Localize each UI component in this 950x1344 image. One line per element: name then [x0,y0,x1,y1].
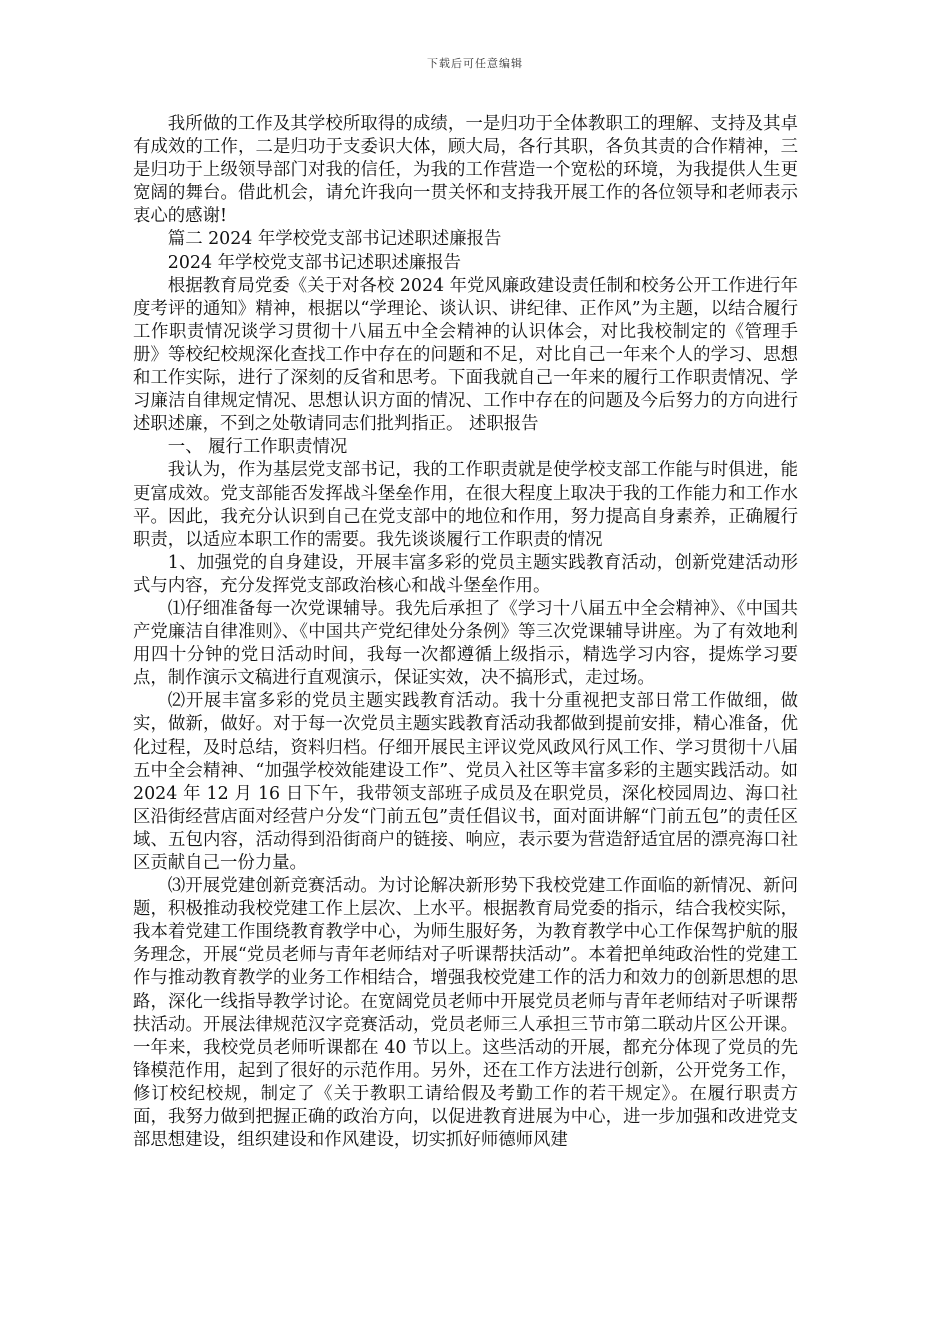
section-heading-part-two: 篇二 2024 年学校党支部书记述职述廉报告 [167,229,502,250]
document-body [133,113,798,1152]
report-title: 2024 年学校党支部书记述职述廉报告 [167,252,462,273]
page-header: 下载后可任意编辑 [427,57,523,70]
paragraph-subitem-3: ⑶开展党建创新竞赛活动。为讨论解决新形势下我校党建工作面临的新情况、新问题，积极推动我校党建工作上层次、上水平。根据教育局党委的指示，结合我校实际，我本着党建工作围绕教育教学中心，为师生服好务，为教育教学中心工作保驾护航的服务理念，开展“党员老师与青年老师结对子听课帮扶活动”。本着把单纯政治性的党建工作与推动教育教学的业务工作相结合，增强我校党建工作的活力和效力的创新思想的思路，深化一线指导教学讨论。在宽阔党员老师中开展党员老师与青年老师结对子听课帮扶活动。开展法律规范汉字竞赛活动，党员老师三人承担三节市第二联动片区公开课。一年来，我校党员老师听课都在 40 节以上。这些活动的开展，都充分体现了党员的先锋模范作用，起到了很好的示范作用。另外，还在工作方法进行创新，公开党务工作，修订校纪校规，制定了《关于教职工请给假及考勤工作的若干规定》。在履行职责方面，我努力做到把握正确的政治方向，以促进教育进展为中心，进一步加强和改进党支部思想建设，组织建设和作风建设，切实抓好师德师风建 [133,876,798,1151]
paragraph-subitem-2: ⑵开展丰富多彩的党员主题实践教育活动。我十分重视把支部日常工作做细，做实，做新，做好。对于每一次党员主题实践教育活动我都做到提前安排，精心准备，优化过程，及时总结，资料归档。仔细开展民主评议党风政风行风工作、学习贯彻十八届五中全会精神、“加强学校效能建设工作”、党员入社区等丰富多彩的主题实践活动。如 2024 年 12 月 16 日下午，我带领支部班子成员及在职党员，深化校园周边、海口社区沿街经营店面对经营户分发“门前五包”责任倡议书，面对面讲解“门前五包”的责任区域、五包内容，活动得到沿街商户的链接、响应，表示要为营造舒适宜居的漂亮海口社区贡献自己一份力量。 [133,691,798,873]
paragraph-introduction: 根据教育局党委《关于对各校 2024 年党风廉政建设责任制和校务公开工作进行年度考评的通知》精神，根据以“学理论、谈认识、讲纪律、正作风”为主题，以结合履行工作职责情况谈学习贯彻十八届五中全会精神的认识体会，对比我校制定的《管理手册》等校纪校规深化查找工作中存在的问题和不足，对比自己一年来个人的学习、思想和工作实际，进行了深刻的反省和思考。下面我就自己一年来的履行工作职责情况、学习廉洁自律规定情况、思想认识方面的情况、工作中存在的问题及今后努力的方向进行述职述廉，不到之处敬请同志们批判指正。 述职报告 [133,275,798,435]
paragraph-item-1: 1、加强党的自身建设，开展丰富多彩的党员主题实践教育活动，创新党建活动形式与内容，充分发挥党支部政治核心和战斗堡垒作用。 [133,552,798,596]
paragraph-closing-thanks: 我所做的工作及其学校所取得的成绩，一是归功于全体教职工的理解、支持及其卓有成效的工作，二是归功于支委识大体，顾大局，各行其职，各负其责的合作精神，三是归功于上级领导部门对我的信任，为我的工作营造一个宽松的环境，为我提供人生更宽阔的舞台。借此机会，请允许我向一贯关怀和支持我开展工作的各位领导和老师表示衷心的感谢! [133,114,798,227]
paragraph-subitem-1: ⑴仔细准备每一次党课辅导。我先后承担了《学习十八届五中全会精神》、《中国共产党廉洁自律准则》、《中国共产党纪律处分条例》等三次党课辅导讲座。为了有效地利用四十分钟的党日活动时间，我每一次都遵循上级指示，精选学习内容，提炼学习要点，制作演示文稿进行直观演示，保证实效，决不搞形式，走过场。 [133,598,798,689]
paragraph-duties-overview: 我认为，作为基层党支部书记，我的工作职责就是使学校支部工作能与时俱进，能更富成效。党支部能否发挥战斗堡垒作用，在很大程度上取决于我的工作能力和工作水平。因此，我充分认识到自己在党支部中的地位和作用，努力提高自身素养，正确履行职责，以适应本职工作的需要。我先谈谈履行工作职责的情况 [133,460,798,550]
section-heading-duties: 一、 履行工作职责情况 [167,437,348,458]
